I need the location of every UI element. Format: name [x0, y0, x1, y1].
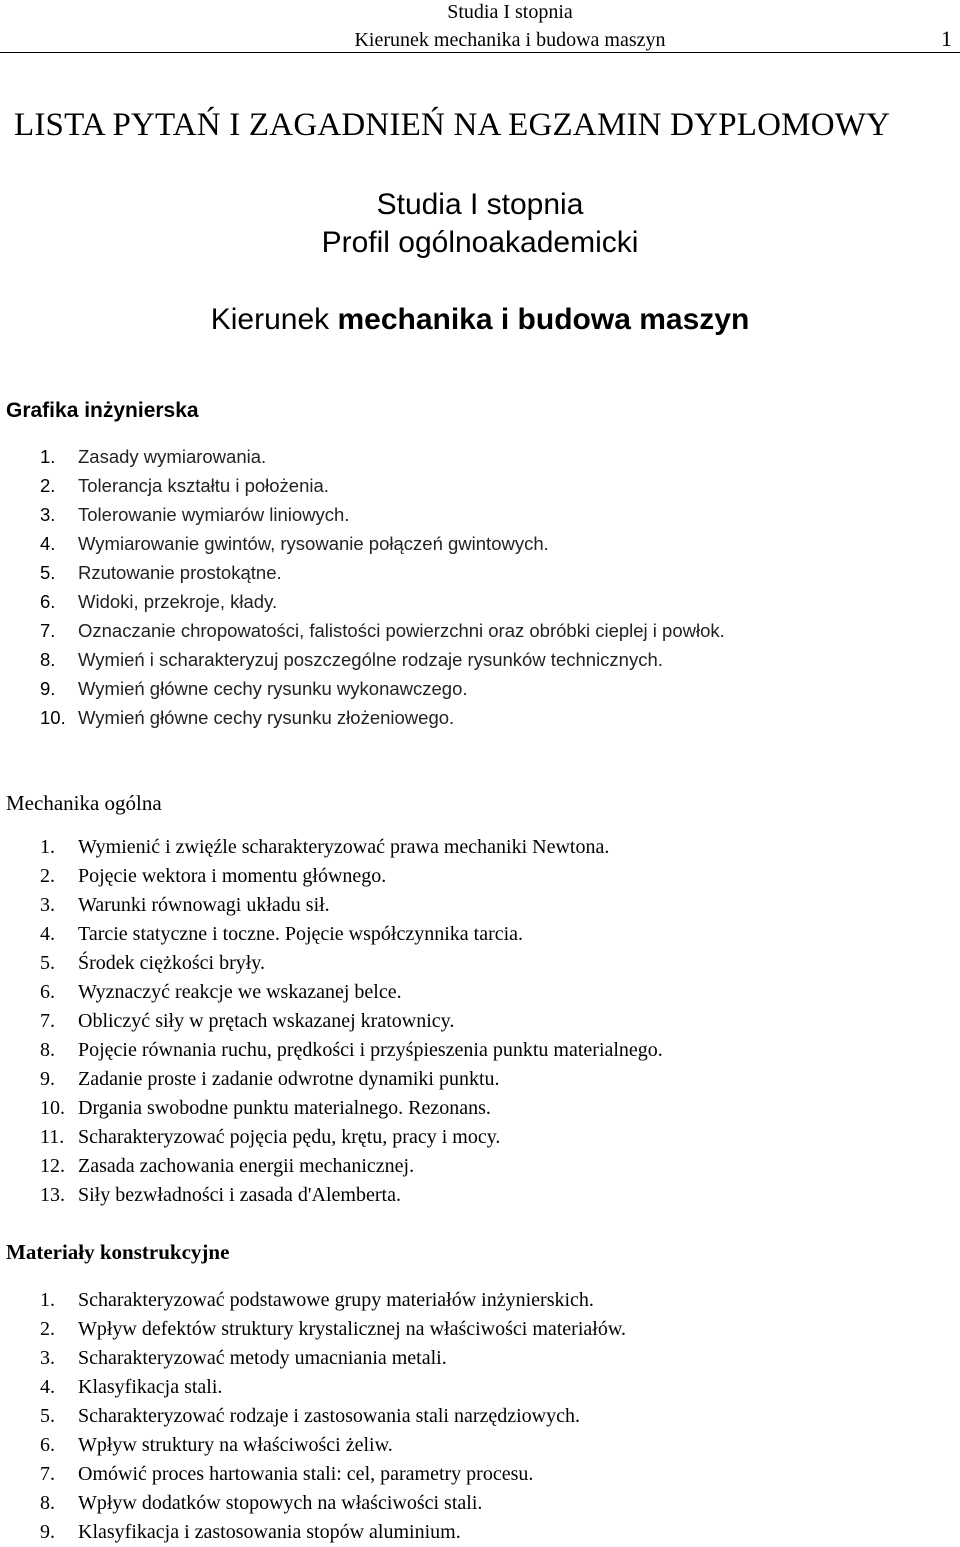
item-text: Zasada zachowania energii mechanicznej.	[78, 1155, 415, 1177]
list-item	[6, 500, 350, 529]
list-item	[6, 442, 267, 471]
list-item	[6, 1344, 447, 1373]
list-item	[6, 1402, 580, 1431]
item-text: Drgania swobodne punktu materialnego. Rezonans.	[78, 1097, 491, 1119]
section-mechanika-ogolna	[6, 790, 663, 1210]
item-number: 10.	[40, 707, 66, 728]
question-list	[6, 442, 725, 732]
item-number: 3.	[40, 894, 55, 916]
list-item	[6, 1123, 501, 1152]
item-text: Rzutowanie prostokątne.	[78, 562, 282, 583]
item-number: 2.	[40, 475, 56, 496]
list-item	[6, 529, 549, 558]
item-text: Siły bezwładności i zasada d'Alemberta.	[78, 1184, 401, 1206]
item-text: Pojęcie wektora i momentu głównego.	[78, 865, 387, 887]
item-number: 7.	[40, 1010, 55, 1032]
section-heading: Materiały konstrukcyjne	[6, 1240, 230, 1264]
item-text: Oznaczanie chropowatości, falistości powierzchni oraz obróbki cieplej i powłok.	[78, 620, 725, 641]
item-number: 9.	[40, 678, 56, 699]
list-item	[6, 949, 265, 978]
list-item	[6, 920, 524, 949]
item-number: 4.	[40, 533, 56, 554]
item-text: Pojęcie równania ruchu, prędkości i przyśpieszenia punktu materialnego.	[78, 1039, 663, 1061]
item-number: 1.	[40, 1289, 55, 1311]
item-number: 1.	[40, 446, 56, 467]
document-title: LISTA PYTAŃ I ZAGADNIEŃ NA EGZAMIN DYPLOMOWY	[14, 107, 891, 143]
item-number: 10.	[40, 1097, 65, 1119]
item-number: 2.	[40, 865, 55, 887]
list-item	[6, 862, 387, 891]
item-number: 3.	[40, 504, 56, 525]
item-number: 13.	[40, 1184, 65, 1206]
item-text: Wymienić i zwięźle scharakteryzować prawa mechaniki Newtona.	[78, 836, 610, 858]
list-item	[6, 471, 329, 500]
list-item	[6, 978, 402, 1007]
header-field-of-study: Kierunek mechanika i budowa maszyn	[354, 29, 666, 51]
list-item	[6, 1152, 415, 1181]
list-item	[6, 1431, 393, 1460]
item-number: 7.	[40, 1463, 55, 1485]
item-number: 9.	[40, 1068, 55, 1090]
item-number: 1.	[40, 836, 55, 858]
list-item	[6, 1181, 401, 1210]
item-text: Klasyfikacja i zastosowania stopów aluminium.	[78, 1521, 461, 1543]
list-item	[6, 674, 468, 703]
section-heading: Mechanika ogólna	[6, 791, 162, 815]
item-number: 6.	[40, 591, 56, 612]
item-number: 5.	[40, 952, 55, 974]
item-number: 7.	[40, 620, 56, 641]
section-materialy-konstrukcyjne	[6, 1239, 626, 1547]
list-item	[6, 587, 278, 616]
subtitle-field-name: mechanika i budowa maszyn	[337, 303, 750, 336]
item-text: Obliczyć siły w prętach wskazanej kratownicy.	[78, 1010, 455, 1032]
item-text: Scharakteryzować rodzaje i zastosowania stali narzędziowych.	[78, 1405, 580, 1427]
subtitle-field-prefix: Kierunek	[210, 303, 338, 336]
list-item	[6, 1286, 594, 1315]
item-number: 4.	[40, 1376, 55, 1398]
list-item	[6, 1094, 491, 1123]
item-number: 11.	[40, 1126, 65, 1148]
item-text: Wpływ defektów struktury krystalicznej na właściwości materiałów.	[78, 1318, 626, 1340]
list-item	[6, 1065, 500, 1094]
item-number: 3.	[40, 1347, 55, 1369]
question-list	[6, 1286, 626, 1547]
item-text: Omówić proces hartowania stali: cel, parametry procesu.	[78, 1463, 534, 1485]
item-text: Zadanie proste i zadanie odwrotne dynamiki punktu.	[78, 1068, 500, 1090]
item-number: 4.	[40, 923, 55, 945]
list-item	[6, 1373, 229, 1402]
list-item	[6, 1007, 455, 1036]
item-text: Widoki, przekroje, kłady.	[78, 591, 278, 612]
item-number: 8.	[40, 1039, 55, 1061]
item-text: Scharakteryzować podstawowe grupy materiałów inżynierskich.	[78, 1289, 594, 1311]
page-number: 1	[941, 26, 952, 51]
item-number: 5.	[40, 1405, 55, 1427]
list-item	[6, 1489, 483, 1518]
list-item	[6, 891, 330, 920]
item-text: Środek ciężkości bryły.	[78, 952, 265, 974]
list-item	[6, 1518, 461, 1547]
section-heading: Grafika inżynierska	[6, 399, 199, 422]
item-number: 8.	[40, 649, 56, 670]
list-item	[6, 558, 282, 587]
list-item	[6, 645, 663, 674]
subtitle-profile: Profil ogólnoakademicki	[321, 226, 639, 259]
list-item	[6, 1036, 663, 1065]
item-text: Wyznaczyć reakcje we wskazanej belce.	[78, 981, 402, 1003]
subtitle-field	[0, 303, 960, 337]
item-number: 6.	[40, 1434, 55, 1456]
header-study-level: Studia I stopnia	[447, 1, 573, 23]
item-text: Tolerowanie wymiarów liniowych.	[78, 504, 350, 525]
item-text: Klasyfikacja stali.	[78, 1376, 223, 1398]
item-text: Tarcie statyczne i toczne. Pojęcie współczynnika tarcia.	[78, 923, 524, 945]
item-number: 12.	[40, 1155, 65, 1177]
subtitle-study-level: Studia I stopnia	[376, 188, 584, 221]
item-text: Wymień główne cechy rysunku wykonawczego.	[78, 678, 468, 699]
item-text: Warunki równowagi układu sił.	[78, 894, 330, 916]
item-text: Tolerancja kształtu i położenia.	[78, 475, 329, 496]
item-number: 8.	[40, 1492, 55, 1514]
item-text: Zasady wymiarowania.	[78, 446, 267, 467]
item-text: Wymień główne cechy rysunku złożeniowego.	[78, 707, 455, 728]
item-number: 6.	[40, 981, 55, 1003]
question-list	[6, 833, 663, 1210]
item-text: Wpływ struktury na właściwości żeliw.	[78, 1434, 393, 1456]
page-header	[0, 0, 960, 53]
list-item	[6, 616, 725, 645]
item-number: 5.	[40, 562, 56, 583]
item-number: 9.	[40, 1521, 55, 1543]
list-item	[6, 833, 610, 862]
item-number: 2.	[40, 1318, 55, 1340]
item-text: Wymiarowanie gwintów, rysowanie połączeń gwintowych.	[78, 533, 549, 554]
item-text: Wpływ dodatków stopowych na właściwości stali.	[78, 1492, 483, 1514]
list-item	[6, 703, 455, 732]
section-grafika-inzynierska	[6, 398, 725, 732]
list-item	[6, 1315, 626, 1344]
item-text: Scharakteryzować pojęcia pędu, krętu, pracy i mocy.	[78, 1126, 501, 1148]
item-text: Scharakteryzować metody umacniania metali.	[78, 1347, 447, 1369]
item-text: Wymień i scharakteryzuj poszczególne rodzaje rysunków technicznych.	[78, 649, 663, 670]
list-item	[6, 1460, 534, 1489]
